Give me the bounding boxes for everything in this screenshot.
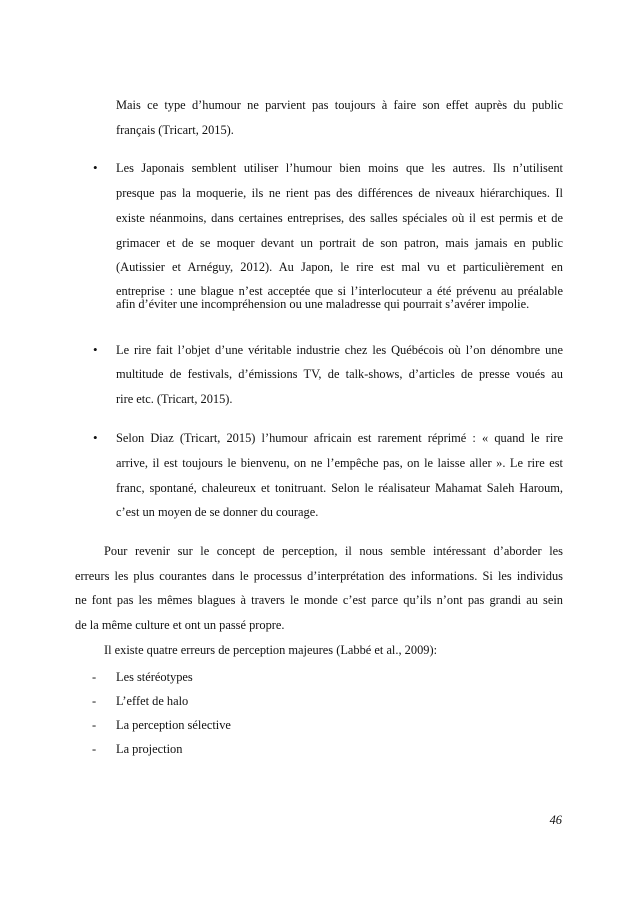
text-line: Mais ce type d’humour ne parvient pas toujours à faire son effet auprès du public bbox=[116, 98, 563, 112]
text-line: arrive, il est toujours le bienvenu, on ne l’empêche pas, on le laisse aller ». Le rire est bbox=[116, 456, 563, 470]
text-line: existe néanmoins, dans certaines entreprises, des salles spéciales où il est permis et de bbox=[116, 211, 563, 225]
text-line: entreprise : une blague n’est acceptée que si l’interlocuteur a été prévenu au préalable bbox=[116, 284, 563, 298]
text-line: rire etc. (Tricart, 2015). bbox=[116, 392, 233, 406]
list-marker: - bbox=[92, 694, 97, 708]
text-line: grimacer et de se moquer devant un portrait de son patron, mais jamais en public bbox=[116, 236, 563, 250]
list-marker: - bbox=[92, 718, 97, 732]
text-line: franc, spontané, chaleureux et tonitruant. Selon le réalisateur Mahamat Saleh Haroum, bbox=[116, 481, 563, 495]
list-item: La perception sélective bbox=[116, 718, 231, 732]
list-marker: - bbox=[92, 670, 97, 684]
page-number: 46 bbox=[549, 813, 562, 827]
text-line: multitude de festivals, d’émissions TV, de talk-shows, d’articles de presse voués au bbox=[116, 367, 563, 381]
text-line: français (Tricart, 2015). bbox=[116, 123, 234, 137]
list-item: L’effet de halo bbox=[116, 694, 189, 708]
errors-intro: Il existe quatre erreurs de perception majeures (Labbé et al., 2009): bbox=[104, 643, 438, 657]
text-line: Les Japonais semblent utiliser l’humour bien moins que les autres. Ils n’utilisent bbox=[116, 161, 563, 175]
text-line: Pour revenir sur le concept de perception, il nous semble intéressant d’aborder les bbox=[104, 544, 563, 558]
bullet-marker: • bbox=[93, 430, 98, 445]
text-line: de la même culture et ont un passé propre. bbox=[75, 618, 285, 632]
list-item: La projection bbox=[116, 742, 183, 756]
text-line: presque pas la moquerie, ils ne rient pas des différences de niveaux hiérarchiques. Il bbox=[116, 186, 563, 200]
text-line: c’est un moyen de se donner du courage. bbox=[116, 505, 319, 519]
list-marker: - bbox=[92, 742, 97, 756]
text-line: erreurs les plus courantes dans le processus d’interprétation des informations. Si les individus bbox=[75, 569, 563, 583]
text-line: Selon Diaz (Tricart, 2015) l’humour africain est rarement réprimé : « quand le rire bbox=[116, 431, 563, 445]
bullet-marker: • bbox=[93, 160, 98, 175]
text-line: Le rire fait l’objet d’une véritable industrie chez les Québécois où l’on dénombre une bbox=[116, 343, 563, 357]
list-item: Les stéréotypes bbox=[116, 670, 193, 684]
text-line: afin d’éviter une incompréhension ou une maladresse qui pourrait s’avérer impolie. bbox=[116, 297, 530, 311]
text-line: (Autissier et Arnéguy, 2012). Au Japon, le rire est mal vu et particulièrement en bbox=[116, 260, 563, 274]
text-line: ne font pas les mêmes blagues à travers le monde c’est parce qu’ils n’ont pas grandi au sein bbox=[75, 593, 563, 607]
bullet-marker: • bbox=[93, 342, 98, 357]
